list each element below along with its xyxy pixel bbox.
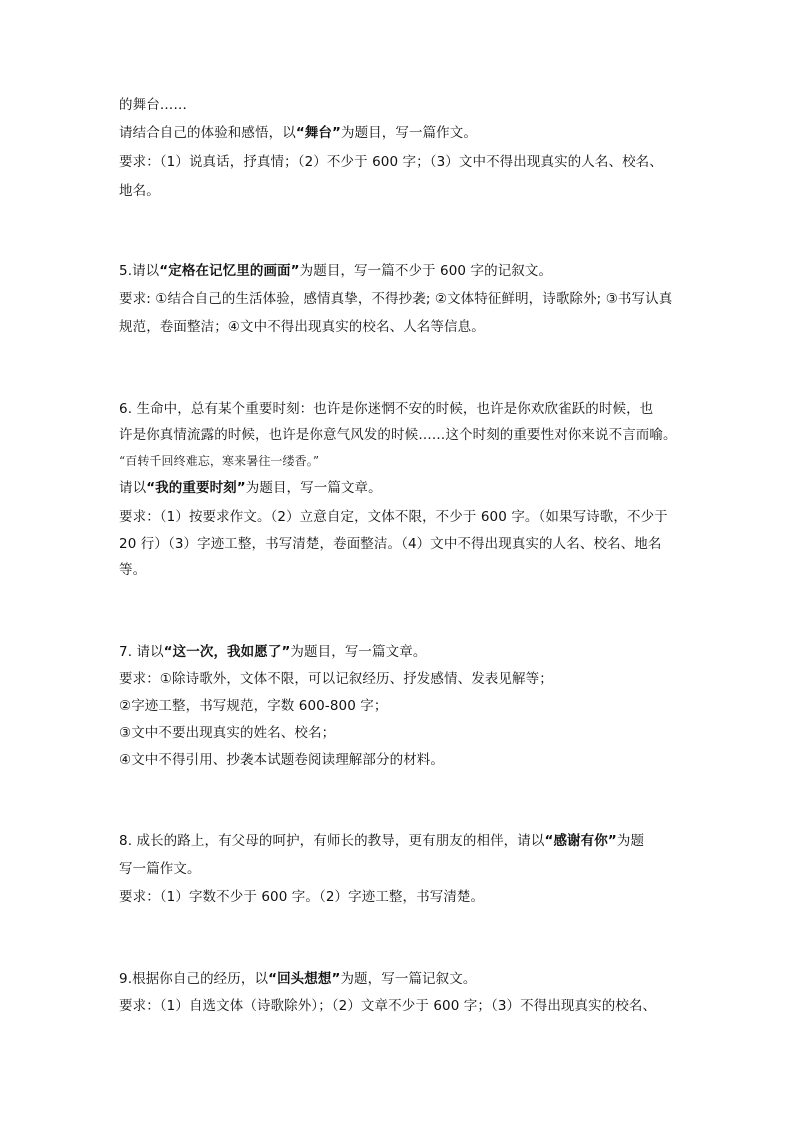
essay-prompt-8-line-1 xyxy=(119,832,719,850)
text-segment: 要求：（1）自选文体（诗歌除外）；（2）文章不少于 600 字；（3）不得出现真实的校名、 xyxy=(119,998,657,1014)
text-segment: 等。 xyxy=(119,562,147,578)
essay-prompt-7-requirements-line-1 xyxy=(119,670,719,688)
essay-prompt-6-requirements-line-1 xyxy=(119,508,719,526)
text-segment: ②字迹工整，书写规范，字数 600-800 字； xyxy=(119,698,388,714)
essay-prompt-7-requirements-line-3 xyxy=(119,724,719,742)
text-segment: 请结合自己的体验和感悟，以 xyxy=(119,125,296,141)
essay-prompt-7-requirements-line-4 xyxy=(119,751,719,769)
text-segment: ③文中不要出现真实的姓名、校名； xyxy=(119,725,336,741)
text-segment: 为题目，写一篇文章。 xyxy=(245,480,382,496)
text-segment: 要求：（1）按要求作文。（2）立意自定，文体不限，不少于 600 字。（如果写诗歌，不少于 xyxy=(119,509,668,525)
essay-prompt-7-line-1 xyxy=(119,643,719,661)
essay-prompt-6-requirements-line-2 xyxy=(119,535,719,553)
essay-prompt-6-requirements-line-3 xyxy=(119,561,719,579)
essay-title-emphasis: “定格在记忆里的画面” xyxy=(159,263,300,279)
essay-prompt-4-requirements-line-1 xyxy=(119,153,719,171)
text-segment: 规范，卷面整洁；④文中不得出现真实的校名、人名等信息。 xyxy=(119,319,485,335)
essay-prompt-9-line-1 xyxy=(119,970,719,988)
essay-prompt-4-requirements-line-2 xyxy=(119,182,719,200)
essay-title-emphasis: “我的重要时刻” xyxy=(146,480,246,496)
essay-prompt-6-line-2 xyxy=(119,426,719,444)
text-segment: 5.请以 xyxy=(119,263,160,279)
essay-prompt-4-line-1 xyxy=(119,96,719,114)
text-segment: 要求：（1）说真话，抒真情；（2）不少于 600 字；（3）文中不得出现真实的人名、校名、 xyxy=(119,154,663,170)
text-segment: 写一篇作文。 xyxy=(119,861,201,877)
text-segment: 为题 xyxy=(616,833,645,849)
text-segment: “百转千回终难忘，寒来暑往一缕香。” xyxy=(119,454,320,468)
essay-prompt-8-line-2 xyxy=(119,860,719,878)
essay-title-emphasis: “这一次，我如愿了” xyxy=(163,644,291,660)
text-segment: 8. 成长的路上，有父母的呵护，有师长的教导，更有朋友的相伴，请以 xyxy=(119,833,545,849)
essay-title-emphasis: “感谢有你” xyxy=(544,833,617,849)
text-segment: 为题，写一篇记叙文。 xyxy=(340,971,477,987)
text-segment: 许是你真情流露的时候，也许是你意气风发的时候……这个时刻的重要性对你来说不言而喻。 xyxy=(119,427,677,443)
text-segment: 20 行）（3）字迹工整，书写清楚，卷面整洁。（4）文中不得出现真实的人名、校名、地名 xyxy=(119,536,662,552)
text-segment: 的舞台…… xyxy=(119,97,187,113)
essay-prompt-8-requirements-line-1 xyxy=(119,888,719,906)
essay-prompt-7-requirements-line-2 xyxy=(119,697,719,715)
essay-prompt-6-line-4 xyxy=(119,479,719,497)
text-segment: 为题目，写一篇作文。 xyxy=(340,125,477,141)
essay-title-emphasis: “回头想想” xyxy=(268,971,341,987)
text-segment: 地名。 xyxy=(119,183,160,199)
text-segment: 6. 生命中，总有某个重要时刻：也许是你迷惘不安的时候，也许是你欢欣雀跃的时候，也 xyxy=(119,401,654,417)
text-segment: 为题目，写一篇不少于 600 字的记叙文。 xyxy=(299,263,553,279)
text-segment: 要求: ①结合自己的生活体验，感情真挚，不得抄袭; ②文体特征鲜明，诗歌除外; ③书写认真 xyxy=(119,291,673,307)
text-segment: 请以 xyxy=(119,480,147,496)
text-segment: ④文中不得引用、抄袭本试题卷阅读理解部分的材料。 xyxy=(119,752,445,768)
text-segment: 要求：（1）字数不少于 600 字。（2）字迹工整，书写清楚。 xyxy=(119,889,485,905)
text-segment: 要求：①除诗歌外，文体不限，可以记叙经历、抒发感情、发表见解等； xyxy=(119,671,553,687)
text-segment: 为题目，写一篇文章。 xyxy=(290,644,427,660)
essay-prompt-6-quote xyxy=(119,452,719,470)
essay-prompt-5-requirements-line-1 xyxy=(119,290,719,308)
essay-prompt-4-line-2 xyxy=(119,124,719,142)
essay-prompt-5-line-1 xyxy=(119,262,719,280)
text-segment: 7. 请以 xyxy=(119,644,164,660)
essay-prompt-5-requirements-line-2 xyxy=(119,318,719,336)
essay-prompt-9-requirements-line-1 xyxy=(119,997,719,1015)
essay-title-emphasis: “舞台” xyxy=(295,125,341,141)
text-segment: 9.根据你自己的经历，以 xyxy=(119,971,269,987)
essay-prompt-6-line-1 xyxy=(119,400,719,418)
